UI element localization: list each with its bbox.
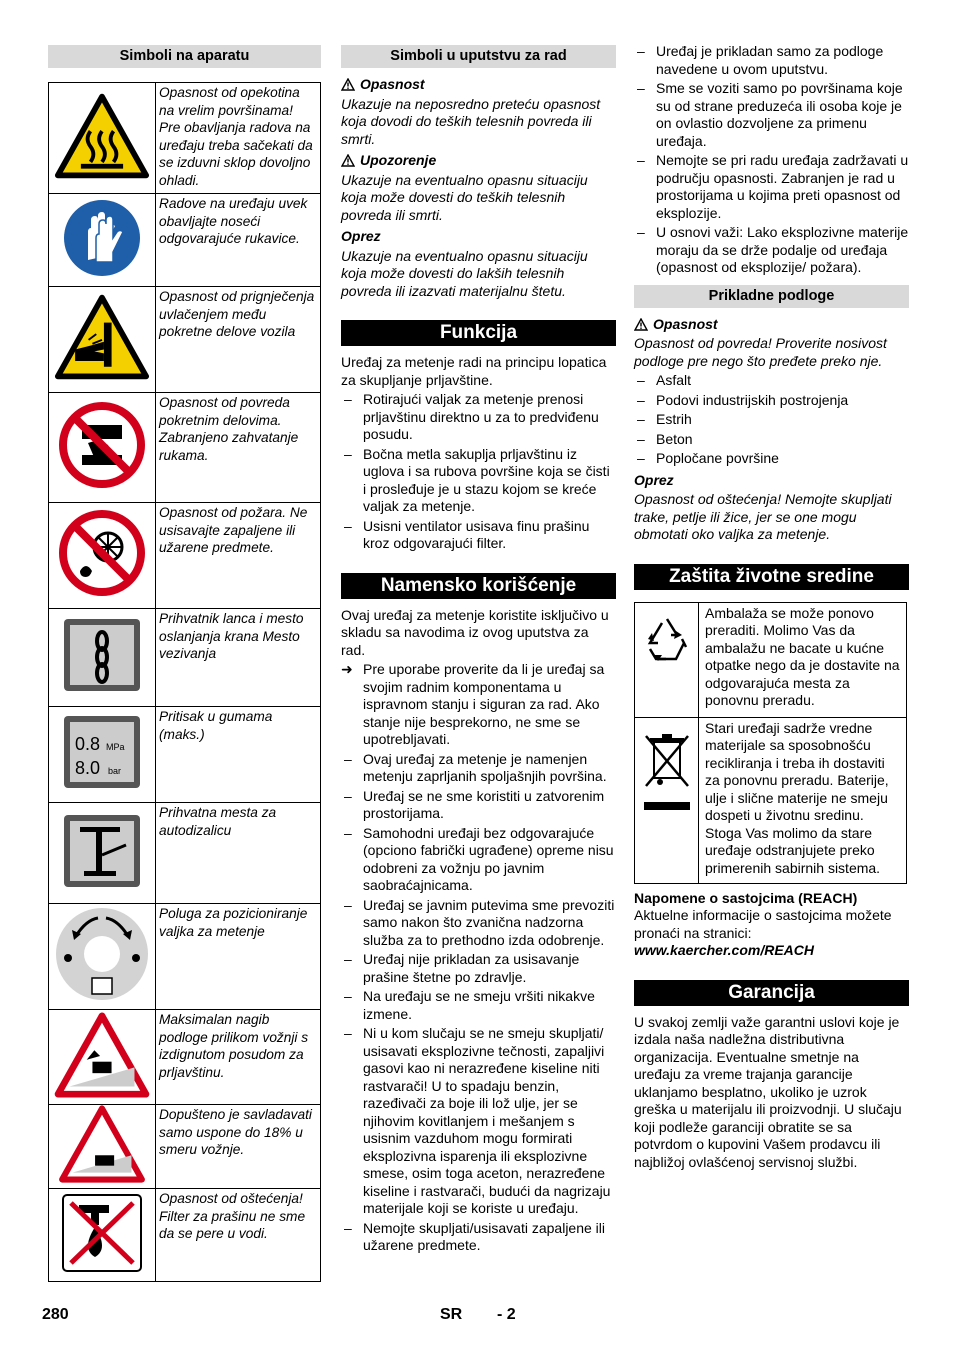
pressure-unit-mpa: MPa [106, 742, 125, 753]
list-item: – Ovaj uređaj za metenje je namenjen metenju zaprljanih spoljašnjih površina. [341, 751, 616, 786]
section-heading-device-symbols: Simboli na aparatu [48, 45, 321, 68]
no-washing-filter-icon [61, 1193, 143, 1273]
namensko-list [341, 751, 616, 1255]
caution-label: Oprez [634, 471, 674, 488]
symbol-description: Pritisak u gumama (maks.) [156, 707, 321, 803]
funkcija-list [341, 391, 616, 553]
danger-description: Ukazuje na neposredno preteću opasnost koja dovodi do teških telesnih povreda ili smrti. [341, 95, 601, 147]
list-item: – Sme se voziti samo po površinama koje su od strane preduzeća ili osoba koje je on ovlastio dozvoljene za primenu uređaja. [634, 80, 909, 150]
no-burning-objects-icon [58, 509, 146, 597]
section-heading-namensko: Namensko korišćenje [341, 573, 616, 599]
namensko-continued-list [634, 43, 909, 277]
warning-triangle-icon [341, 154, 355, 167]
list-item: – U osnovi važi: Lako eksplozivne materije moraju da se drže podalje od uređaja (opasnost od eksplozije/ požara). [634, 224, 909, 277]
tire-pressure-icon [62, 714, 142, 790]
table-row [49, 287, 321, 393]
list-item: – Asfalt [634, 372, 909, 390]
list-item: – Bočna metla sakuplja prljavštinu iz uglova i sa rubova površine koja se čisti i prosleđuje je u stazu kojom se kreće valjak za metenje. [341, 446, 616, 516]
caution-description: Opasnost od oštećenja! Nemojte skupljati trake, petlje ili žice, jer se one mogu obmotati oko valjka za metenje. [634, 491, 892, 542]
warning-label: Upozorenje [360, 152, 437, 168]
list-item: – Nemojte skupljati/usisavati zapaljene ili užarene predmete. [341, 1220, 616, 1255]
reach-title: Napomene o sastojcima (REACH) [634, 889, 858, 906]
list-item: – Ni u kom slučaju se ne smeju skupljati/ usisavati eksplozivne tečnosti, zapaljivi gasovi kao ni nerazređene kiseline niti rastvarači! U to spadaju benzin, razeđivači za boje ili lož ulje, jer se njihovim kovitlanjem i mešanjem s usisnim vazduhom mogu formirati eksplozivna isparenja ili eksplozivne smese, osim toga aceton, nerazređene kiseline i rastvarači, budući da nagrizaju materijale koji se koriste u uređaju. [341, 1025, 616, 1218]
warning-triangle-icon [341, 78, 355, 91]
symbol-description: Opasnost od požara. Ne usisavajte zapaljene ili užarene predmete. [156, 503, 321, 609]
sub-page-number: - 2 [497, 1306, 516, 1323]
danger-description: Opasnost od povreda! Proverite nosivost podloge pre nego što pređete preko nje. [634, 335, 887, 369]
device-symbols-table [48, 82, 321, 1282]
list-item: – Uređaj se ne sme koristiti u zatvorenim prostorijama. [341, 788, 616, 823]
list-item: – Uređaj je prikladan samo za podloge navedene u ovom uputstvu. [634, 43, 909, 78]
warning-triangle-icon [634, 318, 648, 331]
roller-adjust-lever-icon [54, 906, 150, 1002]
pressure-value-bar: 8.0 [75, 758, 101, 779]
table-row [49, 393, 321, 503]
protective-gloves-icon [62, 198, 142, 278]
no-hand-reach-icon [58, 401, 146, 489]
jack-point-icon [62, 813, 142, 889]
garancija-text: U svakoj zemlji važe garantni uslovi koje je izdala naša nadležna distributivna organizacija. Eventualne smetnje na uređaju za vreme trajanja garancije uklanjamo besplatno, ukoliko je uzrok greška u materijalu ili proizvodnji. U slučaju koji podleže garanciji obratite se sa potvrdom o kupovini Vašem prodavcu ili najbližoj ovlašćenoj servisnoj službi. [634, 1013, 902, 1170]
environment-text: Stari uređaji sadrže vredne materijale sa sposobnošću recikliranja i treba ih dostaviti za ponovnu preradu. Baterije, ulje i slične materije ne smeju dospeti u životnu sredinu. Stoga Vas molimo da stare uređaje odstranjujete preko primerenih sabirnih sistema. [699, 717, 907, 883]
list-item: ➜ Pre uporabe proverite da li je uređaj sa svojim radnim komponentama u ispravnom stanju i siguran za rad. Ako stanje nije besprekorno, ne sme se upotrebljavati. [341, 661, 605, 747]
section-heading-manual-symbols: Simboli u uputstvu za rad [341, 45, 616, 68]
list-item: – Uređaj se javnim putevima sme prevoziti samo nakon što zvanična nadzorna služba za to prethodno izda odobrenje. [341, 897, 616, 950]
table-row [49, 1189, 321, 1282]
table-row [635, 717, 907, 883]
symbol-description: Opasnost od povreda pokretnim delovima. Zabranjeno zahvatanje rukama. [156, 393, 321, 503]
symbol-description: Prihvatna mesta za autodizalicu [156, 803, 321, 904]
list-item: – Podovi industrijskih postrojenja [634, 392, 909, 410]
max-slope-raised-hopper-icon [54, 1012, 150, 1098]
section-heading-garancija: Garancija [634, 980, 909, 1006]
column-continued [634, 45, 909, 1171]
table-row [49, 1105, 321, 1189]
table-row [49, 503, 321, 609]
symbol-description: Radove na uređaju uvek obavljajte noseći odgovarajuće rukavice. [156, 194, 321, 287]
chain-lifting-point-icon [62, 617, 142, 693]
table-row [49, 803, 321, 904]
namensko-intro: Ovaj uređaj za metenje koristite isključivo u skladu sa navodima iz ovog uputstva za rad. [341, 606, 609, 658]
list-item: – Estrih [634, 411, 909, 429]
page-number: 280 [42, 1306, 69, 1323]
list-item: – Na uređaju se ne smeju vršiti nikakve izmene. [341, 988, 616, 1023]
pressure-value-mpa: 0.8 [75, 734, 101, 755]
language-code: SR [440, 1306, 463, 1323]
section-heading-environment: Zaštita životne sredine [634, 564, 909, 590]
surfaces-list [634, 372, 909, 468]
section-heading-funkcija: Funkcija [341, 320, 616, 346]
environment-table [634, 602, 907, 884]
funkcija-intro: Uređaj za metenje radi na principu lopatica za skupljanje prljavštine. [341, 354, 607, 388]
table-row [49, 194, 321, 287]
symbol-description: Prihvatnik lanca i mesto oslanjanja krana Mesto vezivanja [156, 609, 321, 707]
list-item: – Samohodni uređaji bez odgovarajuće (opciono fabrički ugrađene) opreme nisu odobreni za vožnju po javnim saobraćajnicama. [341, 825, 616, 895]
list-item: – Uređaj nije prikladan za usisavanje prašine štetne po zdravlje. [341, 951, 616, 986]
list-item: – Rotirajući valjak za metenje prenosi prljavštinu direktno u za to predviđenu posudu. [341, 391, 616, 444]
column-manual-symbols [341, 45, 616, 1255]
table-row [49, 707, 321, 803]
list-item: – Nemojte se pri radu uređaja zadržavati u području opasnosti. Zabranjen je rad u prostorijama u kojima preti opasnost od eksplozije. [634, 152, 909, 222]
max-slope-18-icon [57, 1105, 147, 1183]
crossed-bin-icon [640, 728, 694, 812]
list-item: – Popločane površine [634, 450, 909, 468]
hot-surface-warning-icon [54, 91, 150, 181]
table-row [49, 609, 321, 707]
table-row [635, 602, 907, 717]
table-row [49, 1010, 321, 1105]
reach-link[interactable]: www.kaercher.com/REACH [634, 942, 814, 958]
symbol-description: Opasnost od prignječenja uvlačenjem među pokretne delove vozila [156, 287, 321, 393]
danger-label: Opasnost [653, 315, 718, 332]
pressure-unit-bar: bar [108, 766, 122, 777]
list-item: – Beton [634, 431, 909, 449]
symbol-description: Opasnost od oštećenja! Filter za prašinu ne sme da se pere u vodi. [156, 1189, 321, 1282]
caution-label: Oprez [341, 228, 381, 244]
hand-crush-warning-icon [54, 292, 150, 382]
environment-text: Ambalaža se može ponovo preraditi. Molimo Vas da ambalažu ne bacate u kućne otpatke nego da je dostavite na odgovarajuća mesta za ponovnu preradu. [699, 602, 907, 717]
list-item: – Usisni ventilator usisava finu prašinu kroz odgovarajući filter. [341, 518, 616, 553]
table-row [49, 83, 321, 194]
reach-text: Aktuelne informacije o sastojcima možete pronaći na stranici: [634, 907, 892, 941]
section-heading-podloge: Prikladne podloge [634, 285, 909, 308]
caution-description: Ukazuje na eventualno opasnu situaciju koja može dovesti do lakših telesnih povreda ili izazvati materijalnu štetu. [341, 247, 588, 299]
recycling-icon [640, 613, 694, 667]
symbol-description: Opasnost od opekotina na vrelim površinama! Pre obavljanja radova na uređaju treba sačekati da se izduvni sklop dovoljno ohladi. [156, 83, 321, 194]
danger-label: Opasnost [360, 76, 425, 92]
arrow-right-icon: ➜ [341, 661, 353, 677]
table-row [49, 904, 321, 1010]
symbol-description: Poluga za pozicioniranje valjka za metenje [156, 904, 321, 1010]
symbol-description: Maksimalan nagib podloge prilikom vožnji s izdignutom posudom za prljavštinu. [156, 1010, 321, 1105]
symbol-description: Dopušteno je savladavati samo uspone do 18% u smeru vožnje. [156, 1105, 321, 1189]
warning-description: Ukazuje na eventualno opasnu situaciju koja može dovesti do teških telesnih povreda ili smrti. [341, 171, 588, 223]
column-symbols-device [48, 45, 321, 1282]
